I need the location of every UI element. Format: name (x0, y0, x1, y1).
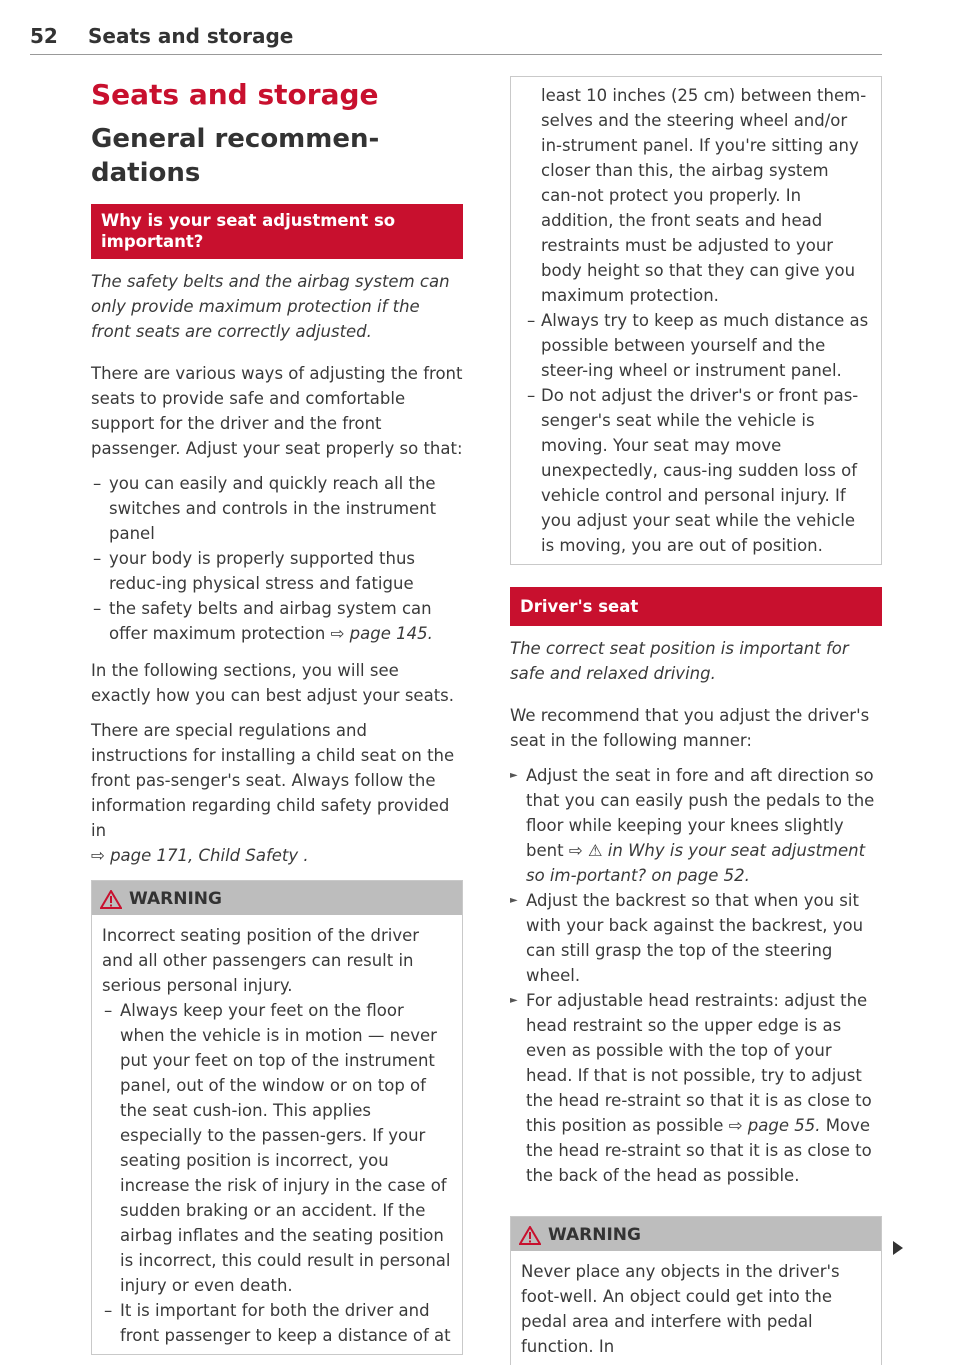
warning-triangle-icon (100, 890, 122, 909)
step-text: Adjust the seat in fore and aft direction so that you can easily push the pedals to the floor while keeping your knees slightly bent (526, 766, 875, 860)
right-column (510, 76, 882, 1365)
paragraph: In the following sections, you will see exactly how you can best adjust your seats. (91, 661, 454, 705)
section-bar-drivers-seat: Driver's seat (510, 587, 882, 626)
warning-text: Never place any objects in the driver's foot-well. An object could get into the pedal area and interfere with pedal function. In (521, 1262, 840, 1356)
section-lead: The safety belts and the airbag system can only provide maximum protection if the front seats are correctly adjusted. (91, 272, 450, 341)
step-item: ► Adjust the backrest so that when you sit with your back against the backrest, you can still grasp the top of the steering wheel. (510, 888, 882, 988)
paragraph: There are various ways of adjusting the front seats to provide safe and comfortable support for the driver and the front passenger. Adjust your seat properly so that: (91, 364, 463, 458)
left-column (91, 78, 463, 1355)
list-item: – Always keep your feet on the floor when the vehicle is in motion — never put your feet on top of the instrument panel, out of the window or on top of the seat cush-ion. This applies especially to the passen-gers. If your seating position is incorrect, you increase the risk of injury in the case of sudden braking or an accident. If the airbag inflates and the seating position is incorrect, this could result in personal injury or even death. (102, 998, 452, 1298)
warning-header (511, 1217, 881, 1251)
section-bar-seat-adjustment: Why is your seat adjustment so important? (91, 204, 463, 259)
step-item (510, 763, 882, 888)
list-item: – Always try to keep as much distance as possible between yourself and the steer-ing wheel or instrument panel. (525, 308, 869, 383)
list-item (91, 596, 463, 646)
page-reference-link[interactable]: ⇨ ⚠ in Why is your seat adjustment so im-portant? on page 52. (526, 841, 866, 885)
adjustment-list (91, 471, 463, 646)
instruction-steps (510, 763, 882, 1188)
list-item-text: the safety belts and airbag system can offer maximum protection (109, 599, 432, 643)
warning-header (92, 881, 462, 915)
warning-intro: Incorrect seating position of the driver and all other passengers can result in serious personal injury. (102, 926, 420, 995)
paragraph (91, 718, 463, 868)
page-reference-link[interactable]: ⇨ page 171, Child Safety . (91, 846, 309, 865)
warning-body (92, 915, 462, 1354)
list-item: – Do not adjust the driver's or front pas-senger's seat while the vehicle is moving. Your seat may move unexpectedly, caus-ing sudden loss of vehicle control and personal injury. If you adjust your seat while the vehicle is moving, you are out of position. (525, 383, 869, 558)
list-item: – your body is properly supported thus reduc-ing physical stress and fatigue (91, 546, 463, 596)
step-item (510, 988, 882, 1188)
sub-heading: General recommen- dations (91, 124, 380, 188)
warning-box-continued (510, 76, 882, 565)
warning-box (91, 880, 463, 1355)
warning-title: WARNING (129, 889, 222, 909)
list-item: – It is important for both the driver and front passenger to keep a distance of at (102, 1298, 452, 1348)
warning-list (525, 308, 869, 558)
paragraph-text: There are special regulations and instructions for installing a child seat on the front pas-senger's seat. Always follow the information regarding child safety provided in (91, 721, 455, 840)
main-heading: Seats and storage (91, 78, 379, 111)
page-number: 52 (30, 24, 58, 48)
warning-title: WARNING (548, 1225, 641, 1245)
page-header (30, 24, 882, 48)
page-reference-link[interactable]: ⇨ page 55. (728, 1116, 821, 1135)
warning-continued-text: least 10 inches (25 cm) between them-selves and the steering wheel and/or in-strument panel. If you're sitting any closer than this, the airbag system can-not protect you properly. In addition, the front seats and head restraints must be adjusted to your body height so that they can give you maximum protection. (541, 86, 867, 305)
section-lead: The correct seat position is important for safe and relaxed driving. (510, 639, 849, 683)
step-text: Move the head re-straint so that it is as close to the back of the head as possible. (526, 1116, 872, 1185)
page-reference-link[interactable]: ⇨ page 145. (330, 624, 433, 643)
step-text: For adjustable head restraints: adjust the head restraint so the upper edge is as even as possible with the top of your head. If that is not possible, try to adjust the head re-straint so that it is as close to this position as possible (526, 991, 872, 1135)
warning-triangle-icon (519, 1226, 541, 1245)
warning-box (510, 1216, 882, 1365)
warning-body (511, 1251, 881, 1365)
warning-list (102, 998, 452, 1348)
paragraph: We recommend that you adjust the driver's seat in the following manner: (510, 706, 870, 750)
running-title: Seats and storage (88, 24, 294, 48)
continue-arrow-icon (893, 1241, 903, 1255)
list-item: – you can easily and quickly reach all the switches and controls in the instrument panel (91, 471, 463, 546)
header-rule (30, 54, 882, 55)
